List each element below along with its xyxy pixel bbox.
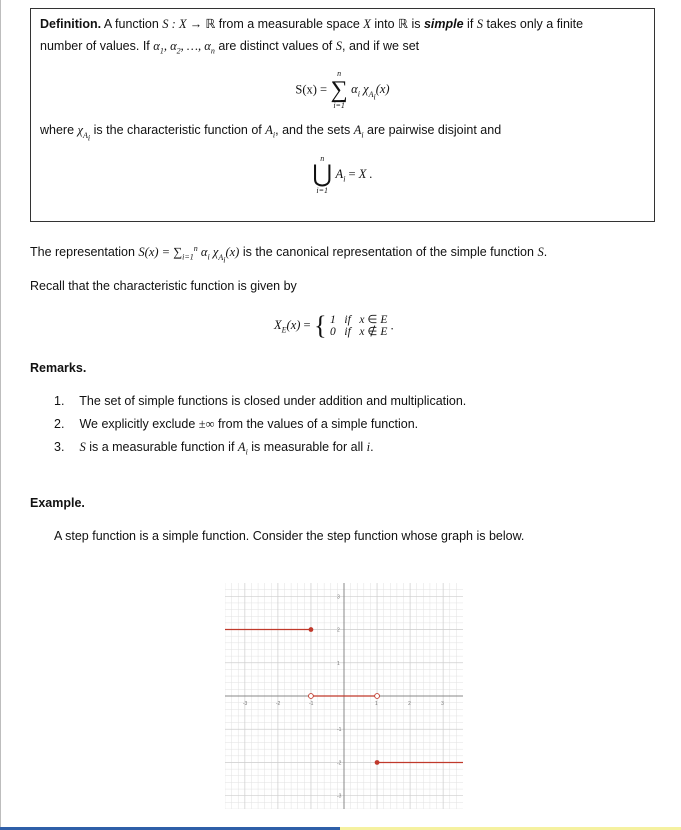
def-text: are pairwise disjoint and: [367, 123, 502, 137]
page-left-border: [0, 0, 1, 830]
canonical-text: is the canonical representation of the simple function: [242, 245, 534, 260]
y-tick-label: -1: [337, 727, 342, 734]
list-text: is measurable for all: [251, 440, 364, 454]
math-inline: $\chi_{A_i}$: [77, 123, 91, 143]
list-number: 3.: [54, 440, 65, 454]
list-item: [54, 417, 466, 440]
def-text: number of values. If: [40, 39, 150, 53]
list-text: The set of simple functions is closed under addition and multiplication.: [79, 394, 467, 408]
list-text: is a measurable function if: [89, 440, 235, 454]
math-inline: $A_i$: [353, 123, 364, 140]
step-function-graph: [225, 583, 463, 809]
def-text: is the characteristic function of: [93, 123, 262, 137]
recall-line: Recall that the characteristic function is given by: [30, 279, 297, 293]
x-tick-label: -2: [275, 701, 281, 707]
union-formula: n ⋃ i=1 $A_i = X$ .: [312, 154, 373, 195]
list-number: 2.: [54, 417, 65, 431]
example-text: A step function is a simple function. Consider the step function whose graph is below.: [54, 529, 525, 543]
x-tick-label: 3: [441, 701, 444, 707]
list-item: 3. S is a measurable function if $A_i$ is measurable for all i.: [54, 440, 374, 457]
def-text: , and if we set: [342, 39, 420, 53]
list-item: [54, 394, 466, 417]
open-point: [309, 694, 314, 699]
definition-line-3: [40, 123, 501, 142]
remarks-heading: [30, 361, 86, 375]
def-text: is: [411, 17, 421, 31]
example-heading: [30, 496, 85, 510]
closed-point: [375, 760, 380, 765]
definition-label: Definition.: [40, 17, 102, 31]
math-inline: S: [335, 39, 342, 53]
open-point: [375, 694, 380, 699]
math-inline: S: [79, 440, 86, 454]
canonical-line: The representation $S(x) = \sum_{i=1}^n$ $\alpha_i$ $\chi_{A_i}(x)$ is the canonical representation of the simple function S.: [30, 244, 548, 265]
math-inline: $S(x) = \sum_{i=1}^n$ $\alpha_i$ $\chi_{A_i}(x)$: [138, 244, 240, 265]
y-tick-label: 1: [337, 660, 340, 667]
math-inline: ±∞: [198, 417, 215, 431]
def-text: into: [374, 17, 395, 31]
sum-formula: S(x) = n ∑ i=1 $\alpha_i$ $\chi_{A_i}(x)$: [295, 69, 390, 110]
math-inline: S : X → ℝ: [162, 17, 216, 31]
list-text: from the values of a simple function.: [218, 417, 419, 431]
canonical-text: The representation: [30, 245, 135, 260]
math-inline: $A_i$: [265, 123, 276, 140]
def-text: takes only a finite: [486, 17, 584, 31]
definition-line-1: [40, 16, 583, 32]
remarks-heading-text: Remarks.: [30, 361, 87, 375]
x-tick-label: 1: [375, 701, 378, 707]
list-number: 1.: [54, 394, 65, 408]
definition-box: [30, 8, 655, 222]
def-text: A function: [103, 17, 159, 31]
math-inline: S: [537, 245, 544, 260]
definition-line-2: [40, 39, 419, 56]
x-tick-label: 2: [408, 701, 411, 707]
list-text: We explicitly exclude: [79, 417, 196, 431]
closed-point: [309, 627, 314, 632]
simple-word: simple: [423, 17, 464, 31]
math-inline: S: [476, 17, 484, 31]
x-tick-label: -1: [308, 701, 314, 707]
def-text: where: [40, 123, 75, 137]
math-inline: $A_i$: [237, 440, 248, 457]
remarks-list: [54, 394, 466, 463]
y-tick-label: -3: [337, 793, 342, 800]
characteristic-formula: $X_E(x)$ = { 1 if x ∈ E 0 if x ∉ E .: [274, 311, 394, 340]
math-inline: X: [363, 17, 371, 31]
def-text: from a measurable space: [218, 17, 360, 31]
def-text: if: [467, 17, 474, 31]
math-inline: i: [366, 440, 371, 454]
x-tick-label: -3: [242, 701, 248, 707]
example-heading-text: Example.: [30, 496, 85, 510]
def-text: are distinct values of: [218, 39, 333, 53]
y-tick-label: 2: [337, 627, 340, 634]
y-tick-label: -2: [337, 760, 342, 767]
math-inline: $\alpha_1$, $\alpha_2$, …, $\alpha_n$: [153, 39, 215, 56]
math-inline: ℝ: [398, 17, 408, 31]
def-text: , and the sets: [275, 123, 351, 137]
y-tick-label: 3: [337, 594, 340, 601]
